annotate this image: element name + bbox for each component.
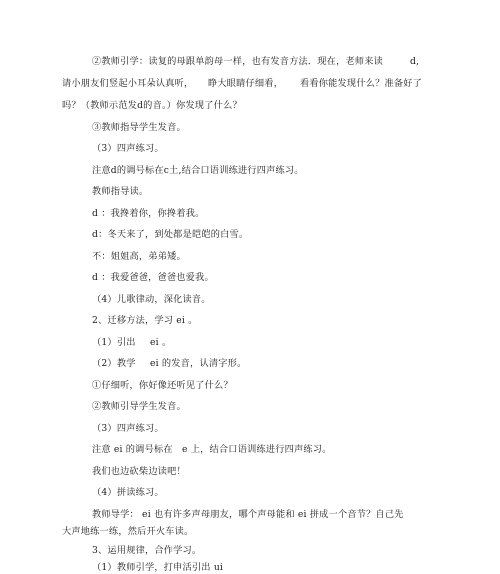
paragraph-line: （4）儿歌律动，深化读音。: [92, 294, 211, 305]
paragraph-line: d ：我爱爸爸，爸爸也爱我。: [92, 272, 214, 283]
paragraph-line: ②教师引导学生发音。: [92, 401, 186, 412]
paragraph-line: 2、迁移方法，学习 ei 。: [92, 315, 198, 326]
paragraph-line: 3、运用规律，合作学习。: [92, 545, 202, 556]
paragraph-line: ei 。: [150, 337, 172, 348]
paragraph-line: （3）四声练习。: [92, 143, 164, 154]
paragraph-line: （1）教师引学，打申活引出 ui: [92, 562, 224, 573]
paragraph-line: （3）四声练习。: [92, 423, 164, 434]
paragraph-line: d：冬天来了，到处都是皑皑的白雪。: [92, 229, 249, 240]
paragraph-line: 吗？（教师示范发d的音。）你发现了什么？: [62, 100, 242, 111]
paragraph-line: ②教师引学：读复的母跟单韵母一样，也有发音方法．现在，老师来读: [92, 56, 384, 67]
paragraph-line: ③教师指导学生发音。: [92, 122, 186, 133]
paragraph-line: 注意d的调号标在c土,结合口语训练进行四声练习。: [92, 165, 304, 176]
paragraph-line: d ：我搀着你，你搀着我。: [92, 208, 205, 219]
paragraph-line: （1）引出: [92, 337, 136, 348]
paragraph-line: （2）教学: [92, 358, 136, 369]
paragraph-line: e 上，结合口语训练进行四声练习。: [182, 444, 332, 455]
paragraph-line: 我们也边砍柴边读吧！: [92, 466, 186, 477]
paragraph-line: 请小朋友们竖起小耳朵认真听，: [62, 78, 194, 89]
paragraph-line: 看看你能发现什么？准备好了: [300, 78, 423, 89]
paragraph-line: ①仔细听，你好像还听见了什么？: [92, 380, 233, 391]
paragraph-line: 教师导学： ei 也有许多声母朋友，哪个声母能和 ei 拼成一个音节？自己先: [92, 509, 404, 520]
paragraph-line: 注意 ei 的调号标在: [92, 444, 173, 455]
paragraph-line: 大声地练一练，然后开火车读。: [62, 526, 194, 537]
paragraph-line: 教师指导读。: [92, 186, 149, 197]
paragraph-line: ei 的发音，认清字形。: [150, 358, 247, 369]
paragraph-line: 不：姐姐高，弟弟矮。: [92, 251, 186, 262]
paragraph-line: 睁大眼睛仔细看，: [208, 78, 284, 89]
paragraph-line: d,: [410, 56, 420, 67]
paragraph-line: （4）拼读练习。: [92, 487, 164, 498]
